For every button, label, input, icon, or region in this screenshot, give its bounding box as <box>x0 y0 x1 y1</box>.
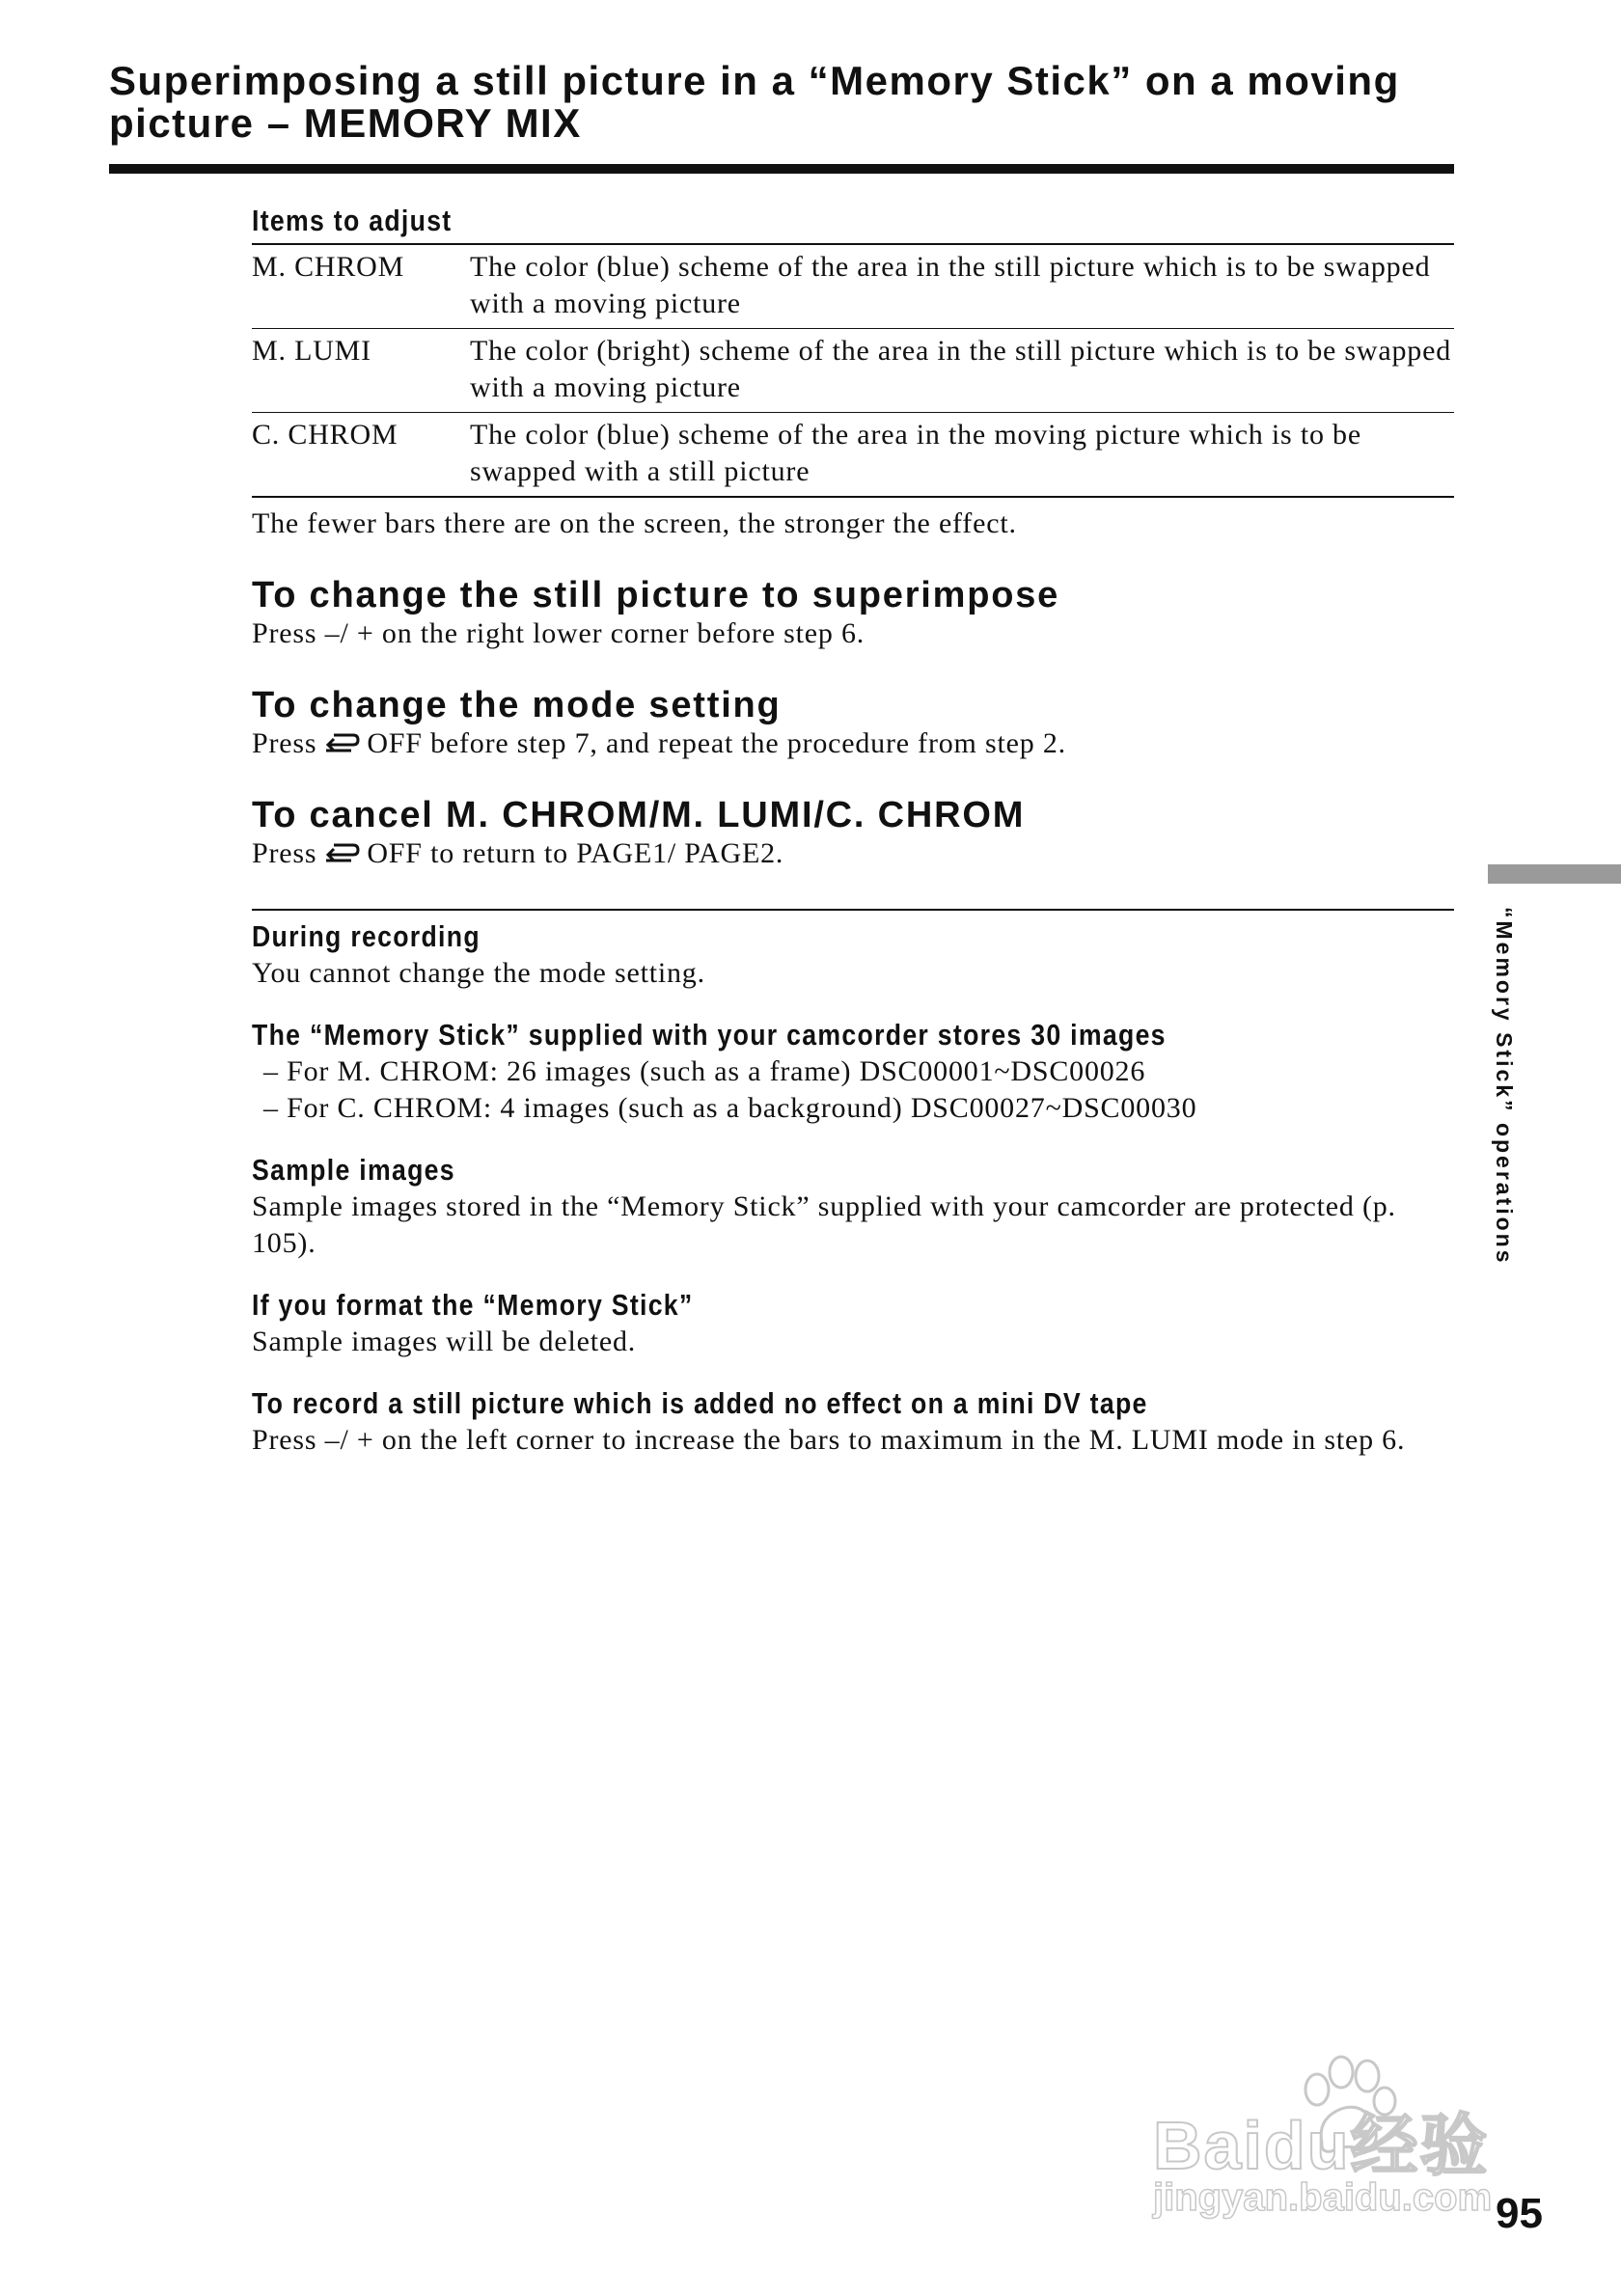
watermark-url: jingyan.baidu.com <box>1153 2176 1493 2219</box>
section-text <box>252 835 1454 872</box>
note-sample-images <box>252 1152 1454 1262</box>
page-number: 95 <box>1496 2190 1543 2237</box>
section-text-post: OFF to return to PAGE1/ PAGE2. <box>367 837 784 869</box>
note-title: During recording <box>252 919 481 953</box>
note-text: Sample images stored in the “Memory Stick” supplied with your camcorder are protected (p. 105). <box>252 1190 1396 1259</box>
adjust-key: M. LUMI <box>252 329 470 413</box>
table-row <box>252 329 1454 413</box>
list-item: – For C. CHROM: 4 images (such as a background) DSC00027~DSC00030 <box>263 1092 1197 1124</box>
adjust-desc: The color (bright) scheme of the area in the still picture which is to be swapped with a moving picture <box>470 329 1454 413</box>
content <box>252 203 1454 1459</box>
adjust-desc: The color (blue) scheme of the area in the still picture which is to be swapped with a moving picture <box>470 251 1431 319</box>
note-during-recording <box>252 918 1454 992</box>
note-text: Sample images will be deleted. <box>252 1326 637 1357</box>
list-item: – For M. CHROM: 26 images (such as a frame) DSC00001~DSC00026 <box>263 1055 1146 1087</box>
note-supplied-images <box>252 1017 1454 1127</box>
note-title: The “Memory Stick” supplied with your camcorder stores 30 images <box>252 1018 1167 1052</box>
section-heading: To cancel M. CHROM/M. LUMI/C. CHROM <box>252 795 1026 835</box>
items-to-adjust-label: Items to adjust <box>252 204 453 237</box>
adjust-desc: The color (blue) scheme of the area in the moving picture which is to be swapped with a still picture <box>470 413 1454 498</box>
note-title: If you format the “Memory Stick” <box>252 1288 694 1322</box>
adjust-table <box>252 243 1454 498</box>
title-rule <box>109 164 1454 174</box>
section-change-mode <box>252 685 1454 762</box>
note-text: Press –/ + on the left corner to increase the bars to maximum in the M. LUMI mode in step 6. <box>252 1424 1406 1456</box>
section-text <box>252 725 1454 762</box>
note-title: To record a still picture which is added no effect on a mini DV tape <box>252 1386 1148 1420</box>
section-heading: To change the mode setting <box>252 685 782 725</box>
watermark <box>1143 2051 1529 2234</box>
note-record-still <box>252 1385 1454 1459</box>
note-text: You cannot change the mode setting. <box>252 957 705 989</box>
section-text-pre: Press <box>252 727 317 759</box>
return-arrow-icon <box>322 731 361 756</box>
watermark-name: Baidu经验 <box>1153 2108 1490 2183</box>
note-format <box>252 1287 1454 1360</box>
return-arrow-icon <box>322 841 361 866</box>
side-tab-marker <box>1488 864 1621 884</box>
notes-divider <box>252 909 1454 911</box>
side-tab-label: “Memory Stick” operations <box>1492 907 1517 1266</box>
note-list <box>252 1053 1454 1127</box>
table-row <box>252 413 1454 498</box>
page-title: Superimposing a still picture in a “Memory Stick” on a moving picture – MEMORY MIX <box>109 58 1400 146</box>
section-text: Press –/ + on the right lower corner before step 6. <box>252 617 865 649</box>
adjust-key: C. CHROM <box>252 413 470 498</box>
section-cancel <box>252 795 1454 872</box>
section-text-pre: Press <box>252 837 317 869</box>
adjust-key: M. CHROM <box>252 251 405 283</box>
table-row <box>252 244 1454 329</box>
section-text-post: OFF before step 7, and repeat the procedure from step 2. <box>367 727 1066 759</box>
adjust-footnote: The fewer bars there are on the screen, the stronger the effect. <box>252 507 1017 539</box>
note-title: Sample images <box>252 1153 455 1187</box>
section-change-still <box>252 575 1454 652</box>
section-heading: To change the still picture to superimpose <box>252 575 1060 615</box>
